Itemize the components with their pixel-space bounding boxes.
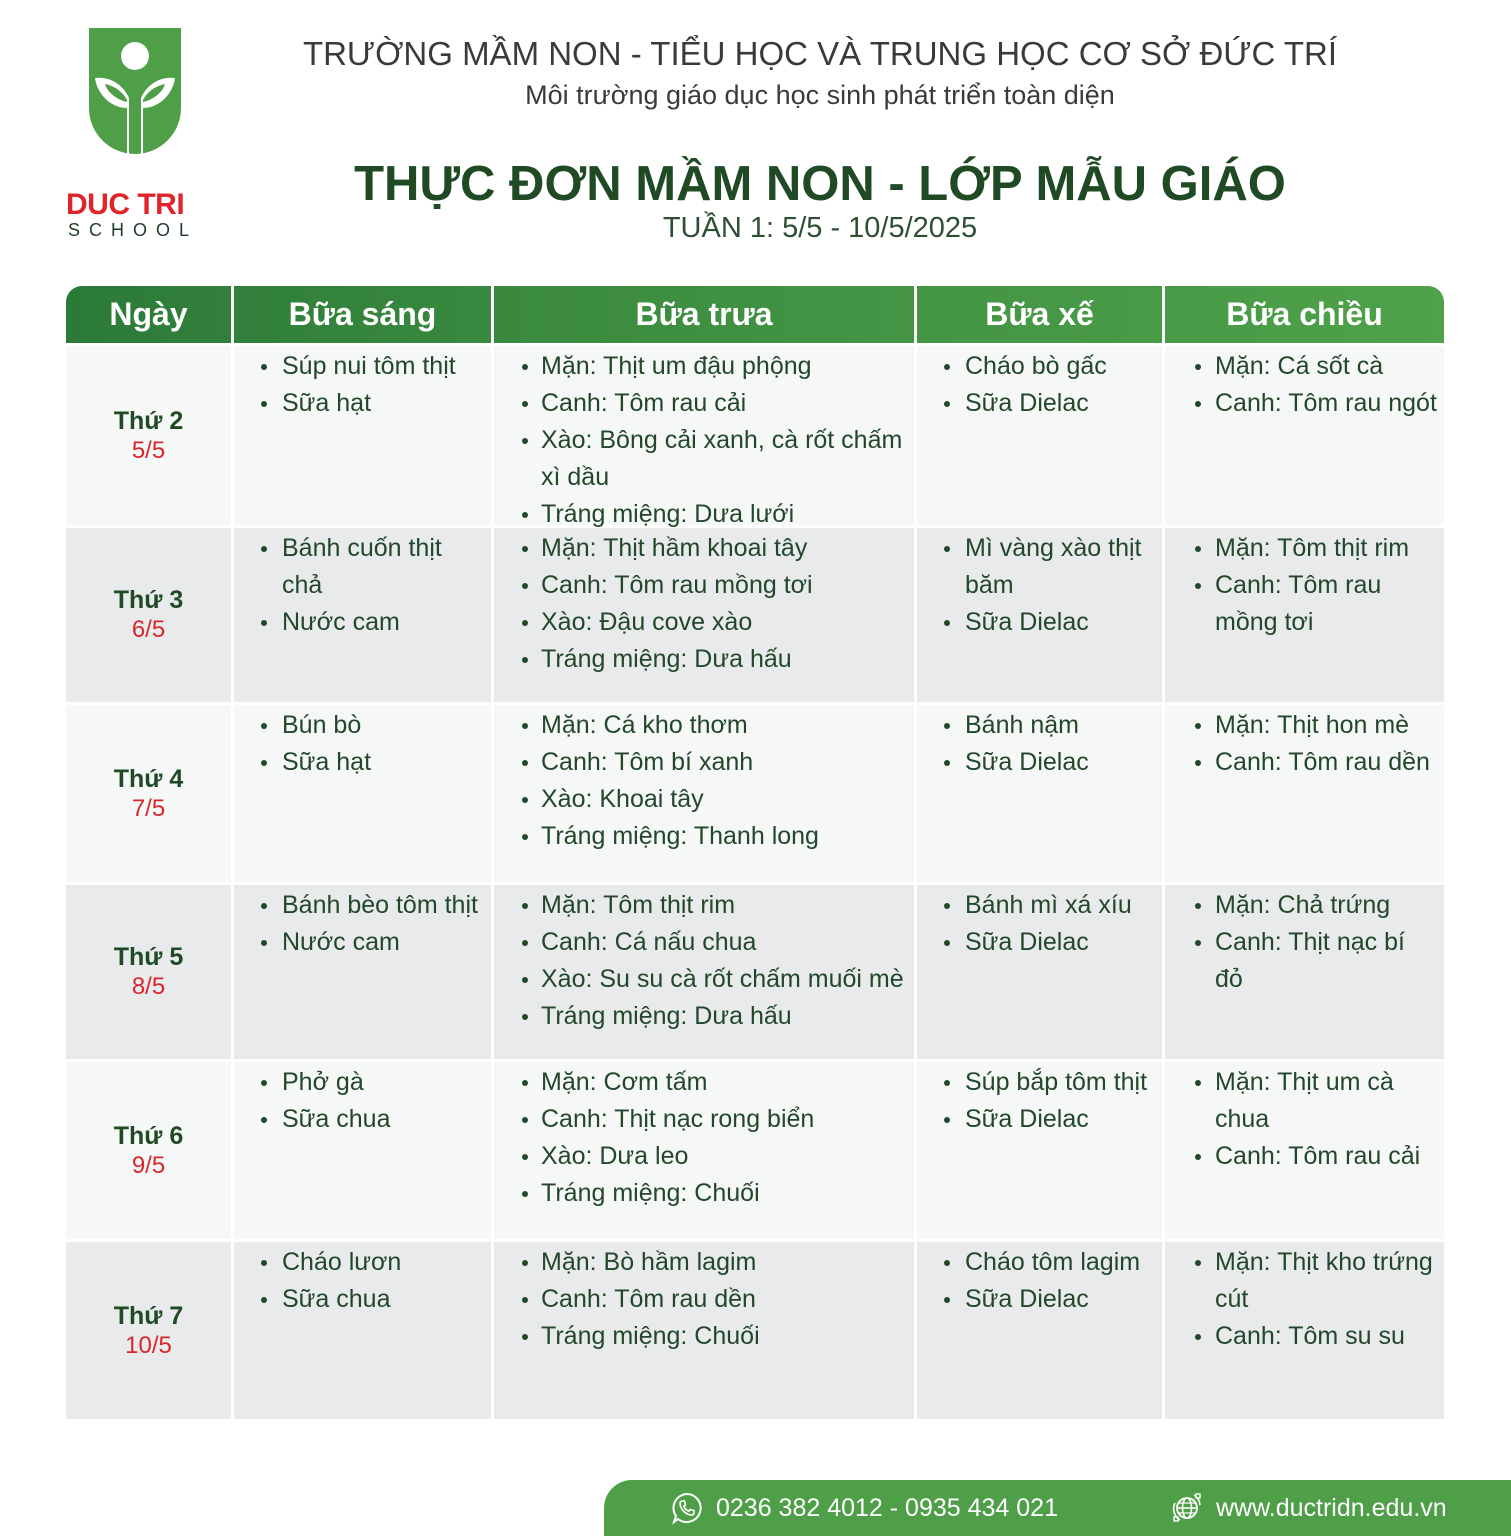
lunch-cell <box>494 705 917 882</box>
table-header <box>66 286 1444 343</box>
menu-item: Mặn: Thịt um đậu phộng <box>494 348 914 385</box>
day-cell <box>66 528 234 702</box>
menu-item-list <box>917 887 1162 961</box>
lunch-cell <box>494 1062 917 1239</box>
website-url: www.ductridn.edu.vn <box>1216 1493 1447 1522</box>
menu-item: Xào: Đậu cove xào <box>494 604 914 641</box>
menu-item: Canh: Thịt nạc bí đỏ <box>1165 924 1444 998</box>
breakfast-cell <box>234 885 494 1059</box>
lunch-cell <box>494 1242 917 1419</box>
column-header-breakfast: Bữa sáng <box>234 286 494 343</box>
table-row <box>66 1239 1444 1419</box>
menu-item-list <box>917 530 1162 641</box>
menu-item-list <box>1165 887 1444 998</box>
menu-item: Mặn: Tôm thịt rim <box>494 887 914 924</box>
menu-item: Canh: Tôm rau ngót <box>1165 385 1444 422</box>
menu-item: Súp nui tôm thịt <box>234 348 491 385</box>
menu-item: Mặn: Bò hầm lagim <box>494 1244 914 1281</box>
table-row <box>66 525 1444 702</box>
breakfast-cell <box>234 528 494 702</box>
menu-item: Sữa Dielac <box>917 385 1162 422</box>
menu-item-list <box>1165 530 1444 641</box>
menu-item: Canh: Tôm rau cải <box>1165 1138 1444 1175</box>
column-header-lunch: Bữa trưa <box>494 286 917 343</box>
menu-item-list <box>1165 1244 1444 1355</box>
menu-item: Sữa chua <box>234 1101 491 1138</box>
menu-item-list <box>917 348 1162 422</box>
menu-item: Tráng miệng: Chuối <box>494 1175 914 1212</box>
breakfast-cell <box>234 346 494 525</box>
menu-item: Tráng miệng: Dưa lưới <box>494 496 914 533</box>
menu-item-list <box>494 1244 914 1355</box>
menu-item-list <box>917 1244 1162 1318</box>
menu-item: Cháo tôm lagim <box>917 1244 1162 1281</box>
lunch-cell <box>494 528 917 702</box>
logo-subtitle: SCHOOL <box>68 220 199 240</box>
menu-item: Tráng miệng: Thanh long <box>494 818 914 855</box>
dinner-cell <box>1165 705 1444 882</box>
snack-cell <box>917 885 1165 1059</box>
menu-item-list <box>494 530 914 678</box>
menu-item: Mặn: Thịt hon mè <box>1165 707 1444 744</box>
menu-item: Nước cam <box>234 924 491 961</box>
menu-item: Cháo bò gấc <box>917 348 1162 385</box>
menu-item-list <box>234 348 491 422</box>
table-row <box>66 343 1444 528</box>
snack-cell <box>917 1242 1165 1419</box>
menu-item-list <box>917 707 1162 781</box>
snack-cell <box>917 1062 1165 1239</box>
menu-item: Xào: Su su cà rốt chấm muối mè <box>494 961 914 998</box>
day-name: Thứ 7 <box>113 1301 184 1330</box>
menu-item: Cháo lươn <box>234 1244 491 1281</box>
day-name: Thứ 4 <box>113 764 184 793</box>
menu-item: Bánh bèo tôm thịt <box>234 887 491 924</box>
menu-item: Bún bò <box>234 707 491 744</box>
menu-item: Mặn: Chả trứng <box>1165 887 1444 924</box>
menu-item: Canh: Cá nấu chua <box>494 924 914 961</box>
table-row <box>66 702 1444 882</box>
dinner-cell <box>1165 1242 1444 1419</box>
menu-item: Canh: Tôm rau cải <box>494 385 914 422</box>
menu-item: Mặn: Cơm tấm <box>494 1064 914 1101</box>
menu-item: Mặn: Thịt um cà chua <box>1165 1064 1444 1138</box>
menu-item: Bánh cuốn thịt chả <box>234 530 491 604</box>
menu-item-list <box>917 1064 1162 1138</box>
menu-item: Mặn: Cá sốt cà <box>1165 348 1444 385</box>
table-row <box>66 882 1444 1059</box>
lunch-cell <box>494 346 917 528</box>
menu-item: Xào: Bông cải xanh, cà rốt chấm xì dầu <box>494 422 914 496</box>
menu-item: Sữa hạt <box>234 385 491 422</box>
week-range: TUẦN 1: 5/5 - 10/5/2025 <box>662 212 978 244</box>
school-slogan: Môi trường giáo dục học sinh phát triển toàn diện <box>525 80 1115 110</box>
day-date: 9/5 <box>131 1151 166 1179</box>
menu-item: Sữa hạt <box>234 744 491 781</box>
globe-icon <box>1170 1491 1204 1525</box>
dinner-cell <box>1165 885 1444 1059</box>
menu-item: Tráng miệng: Dưa hấu <box>494 641 914 678</box>
footer-phone[interactable] <box>670 1480 1058 1536</box>
day-cell <box>66 1062 234 1239</box>
dinner-cell <box>1165 528 1444 702</box>
menu-item-list <box>234 887 491 961</box>
menu-item: Mặn: Thịt kho trứng cút <box>1165 1244 1444 1318</box>
menu-item-list <box>1165 707 1444 781</box>
menu-item: Mặn: Tôm thịt rim <box>1165 530 1444 567</box>
breakfast-cell <box>234 1062 494 1239</box>
day-cell <box>66 885 234 1059</box>
column-header-snack: Bữa xế <box>917 286 1165 343</box>
menu-item-list <box>494 348 914 533</box>
menu-item-list <box>234 1064 491 1138</box>
day-name: Thứ 6 <box>113 1121 184 1150</box>
day-date: 8/5 <box>131 973 166 1000</box>
breakfast-cell <box>234 1242 494 1419</box>
menu-item: Tráng miệng: Dưa hấu <box>494 998 914 1035</box>
column-header-day: Ngày <box>66 286 234 343</box>
menu-item: Sữa Dielac <box>917 1101 1162 1138</box>
snack-cell <box>917 705 1165 882</box>
day-cell <box>66 346 234 525</box>
menu-item-list <box>494 707 914 855</box>
day-date: 6/5 <box>131 616 166 643</box>
logo-brand: DUC TRI <box>66 188 185 221</box>
page-title: THỰC ĐƠN MẦM NON - LỚP MẪU GIÁO <box>354 157 1286 211</box>
phone-numbers: 0236 382 4012 - 0935 434 021 <box>716 1493 1058 1522</box>
menu-item-list <box>234 530 491 641</box>
menu-item: Súp bắp tôm thịt <box>917 1064 1162 1101</box>
menu-item-list <box>234 707 491 781</box>
day-cell <box>66 705 234 882</box>
phone-icon <box>670 1491 704 1525</box>
column-header-dinner: Bữa chiều <box>1226 296 1383 332</box>
breakfast-cell <box>234 705 494 882</box>
menu-item: Bánh mì xá xíu <box>917 887 1162 924</box>
menu-item: Nước cam <box>234 604 491 641</box>
day-name: Thứ 3 <box>113 586 184 614</box>
menu-table <box>66 286 1444 1419</box>
menu-item-list <box>234 1244 491 1318</box>
menu-item: Mặn: Cá kho thơm <box>494 707 914 744</box>
lunch-cell <box>494 885 917 1059</box>
menu-item-list <box>1165 348 1444 422</box>
menu-item: Canh: Tôm rau mồng tơi <box>1165 567 1444 641</box>
menu-item: Canh: Thịt nạc rong biển <box>494 1101 914 1138</box>
menu-item-list <box>1165 1064 1444 1175</box>
day-date: 5/5 <box>131 436 166 464</box>
menu-item-list <box>494 1064 914 1212</box>
menu-item: Sữa Dielac <box>917 744 1162 781</box>
table-row <box>66 1059 1444 1239</box>
menu-item: Tráng miệng: Chuối <box>494 1318 914 1355</box>
menu-item: Canh: Tôm rau dền <box>1165 744 1444 781</box>
menu-item: Sữa Dielac <box>917 1281 1162 1318</box>
menu-item-list <box>494 887 914 1035</box>
menu-item: Canh: Tôm rau mồng tơi <box>494 567 914 604</box>
menu-item: Sữa Dielac <box>917 924 1162 961</box>
menu-item: Canh: Tôm bí xanh <box>494 744 914 781</box>
menu-item: Canh: Tôm su su <box>1165 1318 1444 1355</box>
menu-item: Mặn: Thịt hầm khoai tây <box>494 530 914 567</box>
menu-item: Phở gà <box>234 1064 491 1101</box>
snack-cell <box>917 346 1165 525</box>
menu-item: Sữa chua <box>234 1281 491 1318</box>
dinner-cell <box>1165 346 1444 525</box>
snack-cell <box>917 528 1165 702</box>
footer-website[interactable] <box>1170 1480 1447 1536</box>
day-name: Thứ 2 <box>113 406 184 435</box>
menu-item: Xào: Khoai tây <box>494 781 914 818</box>
menu-item: Mì vàng xào thịt băm <box>917 530 1162 604</box>
day-cell <box>66 1242 234 1419</box>
contact-footer <box>604 1480 1511 1536</box>
menu-item: Sữa Dielac <box>917 604 1162 641</box>
menu-item: Xào: Dưa leo <box>494 1138 914 1175</box>
day-date: 10/5 <box>125 1331 172 1359</box>
day-date: 7/5 <box>131 794 166 822</box>
school-name: TRƯỜNG MẦM NON - TIỂU HỌC VÀ TRUNG HỌC CƠ SỞ ĐỨC TRÍ <box>302 35 1338 72</box>
menu-item: Canh: Tôm rau dền <box>494 1281 914 1318</box>
dinner-cell <box>1165 1062 1444 1239</box>
day-name: Thứ 5 <box>113 943 184 971</box>
menu-item: Bánh nậm <box>917 707 1162 744</box>
